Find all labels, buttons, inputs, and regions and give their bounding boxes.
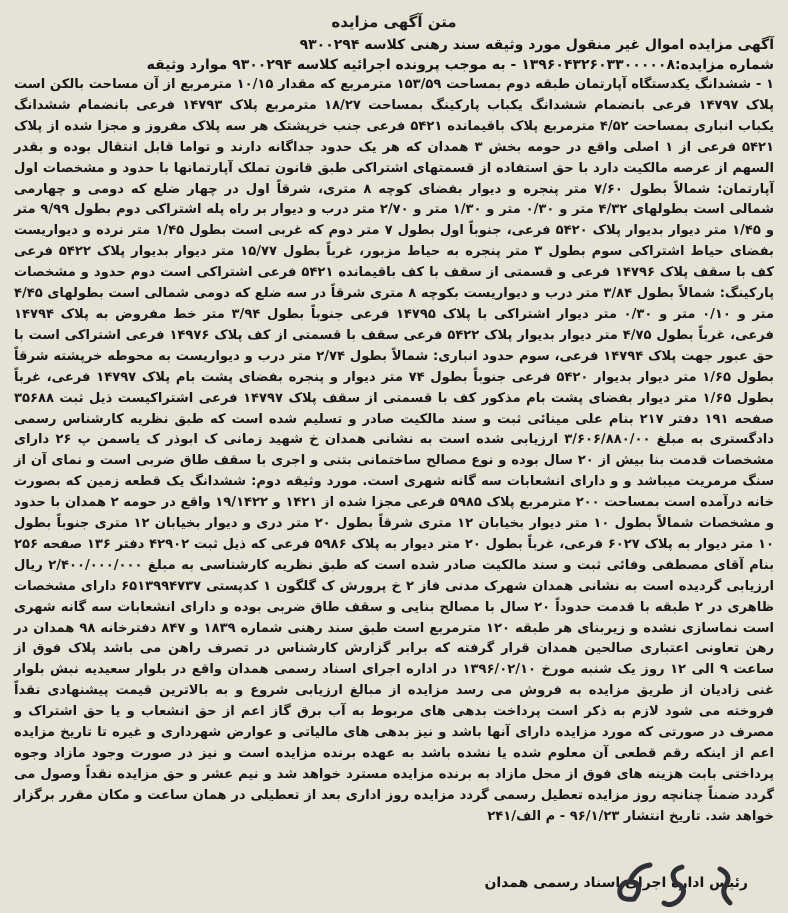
signature-line: رئیس اداره اجرای اسناد رسمی همدان — [484, 875, 748, 891]
document-title: متن آگهی مزایده — [331, 13, 457, 31]
auction-body-text: ۱ - ششدانگ یکدستگاه آپارتمان طبقه دوم بمساحت ۱۵۳/۵۹ مترمربع که مقدار ۱۰/۱۵ مترمربع از آن مساحت بالکن است پلاک ۱۴۷۹۷ فرعی بانضمام ششدانگ یکباب پارکینگ بمساحت ۱۸/۲۷ مترمربع پلاک ۱۴۷۹۳ فرعی بانضمام ششدانگ یکباب انباری بمساحت ۴/۵۲ مترمربع پلاک باقیمانده ۵۴۲۱ فرعی جنب خرپشتک هر سه پلاک مفروز و مجزا شده از پلاک ۵۴۲۱ فرعی از ۱ اصلی واقع در حومه بخش ۳ همدان که هر یک حدود جداگانه دارند و تواما قابل انتقال بوده و بقدر السهم از عرصه مالکیت دارد با حق استفاده از قسمتهای اشتراکی طبق قانون تملک آپارتمانها با حدود و مشخصات اول آپارتمان: شمالاً بطول ۷/۶۰ متر پنجره و دیوار بفضای کوچه ۸ متری، شرقاً اول در چهار ضلع که دومی و چهارمی شمالی است بطولهای ۴/۳۲ متر و ۰/۳۰ متر و ۱/۳۰ متر و ۲/۷۰ متر درب و دیوار بر راه پله اشتراکی دوم بطول ۹/۹۹ متر و ۱/۴۵ متر دیوار بدیوار پلاک ۵۴۲۰ فرعی، جنوباً اول بطول ۷ متر دوم که غربی است بطول ۱/۴۵ متر نرده و دیواریست بفضای حیاط اشتراکی سوم بطول ۳ متر پنجره به حیاط مزبور، غرباً بطول ۱۵/۷۷ متر دیوار بدیوار پلاک ۵۴۲۲ فرعی کف با سقف پلاک ۱۴۷۹۶ فرعی و قسمتی از سقف با کف باقیمانده ۵۴۲۱ فرعی اشتراکی است دوم حدود و مشخصات پارکینگ: شمالاً بطول ۳/۸۴ متر درب و دیواریست بکوچه ۸ متری شرقاً در سه ضلع که دومی شمالی است بطولهای ۴/۴۵ متر و ۰/۱۰ متر و ۰/۳۰ متر دیوار اشتراکی با پلاک ۱۴۷۹۵ فرعی جنوباً بطول ۳/۹۴ متر خط مفروض به پلاک ۱۴۷۹۴ فرعی، غرباً بطول ۴/۷۵ متر دیوار بدیوار پلاک ۵۴۲۲ فرعی سقف با قسمتی از کف پلاک ۱۴۹۷۶ فرعی اشتراکی است با حق عبور جهت پلاک ۱۴۷۹۴ فرعی، سوم حدود انباری: شمالاً بطول ۲/۷۴ متر درب و دیواریست به محوطه خرپشته شرقاً بطول ۱/۶۵ متر دیوار بدیوار ۵۴۲۰ فرعی جنوباً بطول ۷۴ متر دیوار و پنجره بفضای پشت بام پلاک ۱۴۷۹۷ فرعی، غرباً بطول ۱/۶۵ متر دیوار بفضای پشت بام مذکور کف با قسمتی از سقف پلاک ۱۴۷۹۷ فرعی اشتراکیست ذیل ثبت ۳۵۶۸۸ صفحه ۱۹۱ دفتر ۲۱۷ بنام علی مینائی ثبت و سند مالکیت صادر و تسلیم شده است که طبق نظریه کارشناس رسمی دادگستری به مبلغ ۳/۶۰۶/۸۸۰/۰۰ ارزیابی شده است به نشانی همدان خ شهید زمانی ک ابوذر ک یاسمن پ ۲۶ دارای مشخصات قدمت بنا بیش از ۲۰ سال بوده و نوع مصالح ساختمانی بتنی و اجری با سقف طاق ضربی است و نمای آن از سنگ مرمریت میباشد و و دارای انشعابات سه گانه شهری است. مورد وثیقه دوم: ششدانگ یک قطعه زمین که بصورت خانه درآمده است بمساحت ۲۰۰ مترمربع پلاک ۵۹۸۵ فرعی مجزا شده از ۱۴۲۱ و ۱۹/۱۴۲۲ واقع در حومه ۲ همدان با حدود و مشخصات شمالاً بطول ۱۰ متر دیوار بخیابان ۱۲ متری شرقاً بطول ۲۰ متر دری و دیوار بخیابان ۱۲ متری جنوباً بطول ۱۰ متر دیوار به پلاک ۶۰۲۷ فرعی، غرباً بطول ۲۰ متر دیوار به پلاک ۵۹۸۶ فرعی که ذیل ثبت ۴۲۹۰۲ دفتر ۱۳۶ صفحه ۲۵۶ بنام آقای مصطفی وفائی ثبت و سند مالکیت صادر شده است که طبق نظریه کارشناسی به مبلغ ۲/۴۰۰/۰۰۰/۰۰۰ ریال ارزیابی گردیده است به نشانی همدان شهرک مدنی فاز ۲ خ پرورش ک گلگون ۱ کدپستی ۶۵۱۳۹۹۴۷۳۷ دارای مشخصات ظاهری در ۲ طبقه با قدمت حدوداً ۲۰ سال با مصالح بنایی و سقف طاق ضربی بوده و دارای انشعابات سه گانه شهری است نماسازی نشده و زیربنای هر طبقه ۱۲۰ مترمربع است طبق سند رهنی شماره ۱۸۳۹ و ۸۴۷ دفترخانه ۹۸ همدان در رهن تعاونی اعتباری صالحین همدان قرار گرفته که برابر گزارش کارشناس در تصرف راهن می باشد پلاک فوق از ساعت ۹ الی ۱۲ روز یک شنبه مورخ ۱۳۹۶/۰۲/۱۰ در اداره اجرای اسناد رسمی همدان واقع در بلوار سعیدیه نبش بلوار غنی زادیان از طریق مزایده به فروش می رسد مزایده از مبالغ ارزیابی شروع و به بالاترین قیمت پیشنهادی نقداً فروخته می شود لازم به ذکر است پرداخت بدهی های مربوط به آب برق گاز اعم از حق انشعاب و یا حق اشتراک و مصرف در صورتی که مورد مزایده دارای آنها باشد و نیز بدهی های مالیاتی و عوارض شهرداری و غیره تا تاریخ مزایده اعم از اینکه رقم قطعی آن معلوم شده یا نشده باشد به عهده برنده مزایده است و نیز در صورت وجود مازاد وجوه پرداختی بابت هزینه های فوق از محل مازاد به برنده مزایده مسترد خواهد شد و نیم عشر و حق مزایده نقداً وصول می گردد ضمناً چنانچه روز مزایده تعطیل رسمی گردد مزایده روز اداری بعد از تعطیلی در همان ساعت و مکان مقرر برگزار خواهد شد. تاریخ انتشار ۹۶/۱/۲۳ - م الف/۲۴۱ — [14, 77, 775, 824]
auction-headline: آگهی مزایده اموال غیر منقول مورد وثیقه سند رهنی کلاسه ۹۳۰۰۲۹۴ — [299, 37, 774, 53]
auction-reference-line: شماره مزایده:۱۳۹۶۰۴۳۲۶۰۳۳۰۰۰۰۰۸ - به موجب پرونده اجرائیه کلاسه ۹۳۰۰۲۹۴ موارد وثیقه — [146, 57, 774, 73]
handwritten-number-mark — [590, 859, 740, 909]
